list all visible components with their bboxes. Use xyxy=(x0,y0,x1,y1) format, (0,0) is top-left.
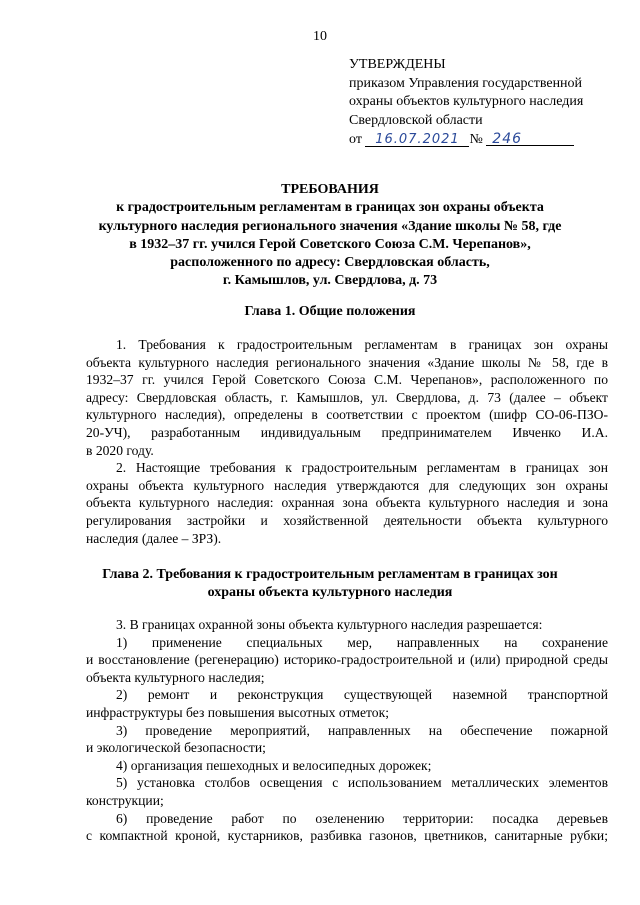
document-title xyxy=(70,181,590,291)
paragraph-line: 1. Требования к градостроительным регламентам в границах зон охраны xyxy=(116,337,608,352)
paragraph-line: адресу: Свердловская область, г. Камышлов, ул. Свердлова, д. 73 (далее – объект xyxy=(86,389,608,405)
list-item-line: и восстановление (регенерацию) историко-градостроительной и (или) природной среды xyxy=(86,652,608,668)
paragraph-line: охраны объекта культурного наследия утверждаются для следующих зон охраны xyxy=(86,477,608,493)
paragraph-line: 2. Настоящие требования к градостроительным регламентам в границах зон xyxy=(116,460,608,476)
approval-line: Свердловской области xyxy=(349,112,483,128)
list-item: 4) организация пешеходных и велосипедных дорожек; xyxy=(116,757,432,773)
paragraph-line: культурного наследия), определены в соответствии с проектом (шифр СО-06-ПЗО- xyxy=(86,407,608,423)
title-line: в 1932–37 гг. учился Герой Советского Союза С.М. Черепанов», xyxy=(129,236,531,252)
number-prefix: № xyxy=(469,132,483,147)
order-date-number-row xyxy=(349,130,629,149)
order-date: 16.07.2021 xyxy=(365,131,469,147)
chapter1-body xyxy=(86,336,608,547)
date-prefix: от xyxy=(349,132,362,147)
chapter2-body xyxy=(86,616,608,845)
list-item: 5) установка столбов освещения с использованием металлических элементов xyxy=(116,775,608,791)
paragraph-line: объекта культурного наследия регионального значения «Здание школы № 58, где в xyxy=(86,354,608,370)
paragraph-line: в 2020 году. xyxy=(86,442,154,458)
list-item-line: с компактной кроной, кустарников, разбивка газонов, цветников, санитарные рубки; xyxy=(86,828,608,844)
page-number: 10 xyxy=(313,29,327,44)
list-item-line: инфраструктуры без повышения высотных отметок; xyxy=(86,704,389,720)
list-item: 2) ремонт и реконструкция существующей наземной транспортной xyxy=(116,687,608,703)
list-item-line: объекта культурного наследия; xyxy=(86,669,265,685)
title-line: г. Камышлов, ул. Свердлова, д. 73 xyxy=(222,273,438,289)
list-item: 6) проведение работ по озеленению территории: посадка деревьев xyxy=(116,810,608,826)
chapter2-heading: Глава 2. Требования к градостроительным регламентам в границах зон охраны объекта культурного наследия xyxy=(102,567,558,600)
title-line: культурного наследия регионального значения «Здание школы № 58, где xyxy=(98,218,562,234)
approval-line: охраны объектов культурного наследия xyxy=(349,94,584,109)
paragraph-line: наследия (далее – ЗРЗ). xyxy=(86,530,222,546)
paragraph-line: 20-УЧ), разработанным индивидуальным предпринимателем Ивченко И.А. xyxy=(86,424,608,440)
title-line: к градостроительным регламентам в границах зон охраны объекта xyxy=(116,200,544,216)
title-line: ТРЕБОВАНИЯ xyxy=(281,182,379,197)
chapter1-heading: Глава 1. Общие положения xyxy=(244,304,416,319)
approval-block xyxy=(349,56,629,149)
list-item: 1) применение специальных мер, направленных на сохранение xyxy=(116,634,608,650)
list-item: 3) проведение мероприятий, направленных на обеспечение пожарной xyxy=(116,722,608,738)
paragraph-line: 1932–37 гг. учился Герой Советского Союза С.М. Черепанов», расположенного по xyxy=(86,372,608,388)
order-number: 246 xyxy=(486,130,574,146)
approval-line: приказом Управления государственной xyxy=(349,75,583,91)
paragraph-line: регулирования застройки и хозяйственной деятельности объекта культурного xyxy=(86,512,608,528)
list-item-line: и экологической безопасности; xyxy=(86,740,266,756)
paragraph-line: 3. В границах охранной зоны объекта культурного наследия разрешается: xyxy=(116,617,543,632)
title-line: расположенного по адресу: Свердловская область, xyxy=(170,255,490,271)
list-item-line: конструкции; xyxy=(86,792,164,808)
approval-label: УТВЕРЖДЕНЫ xyxy=(349,57,446,72)
paragraph-line: объекта культурного наследия: охранная зона объекта культурного наследия и зона xyxy=(86,495,608,511)
